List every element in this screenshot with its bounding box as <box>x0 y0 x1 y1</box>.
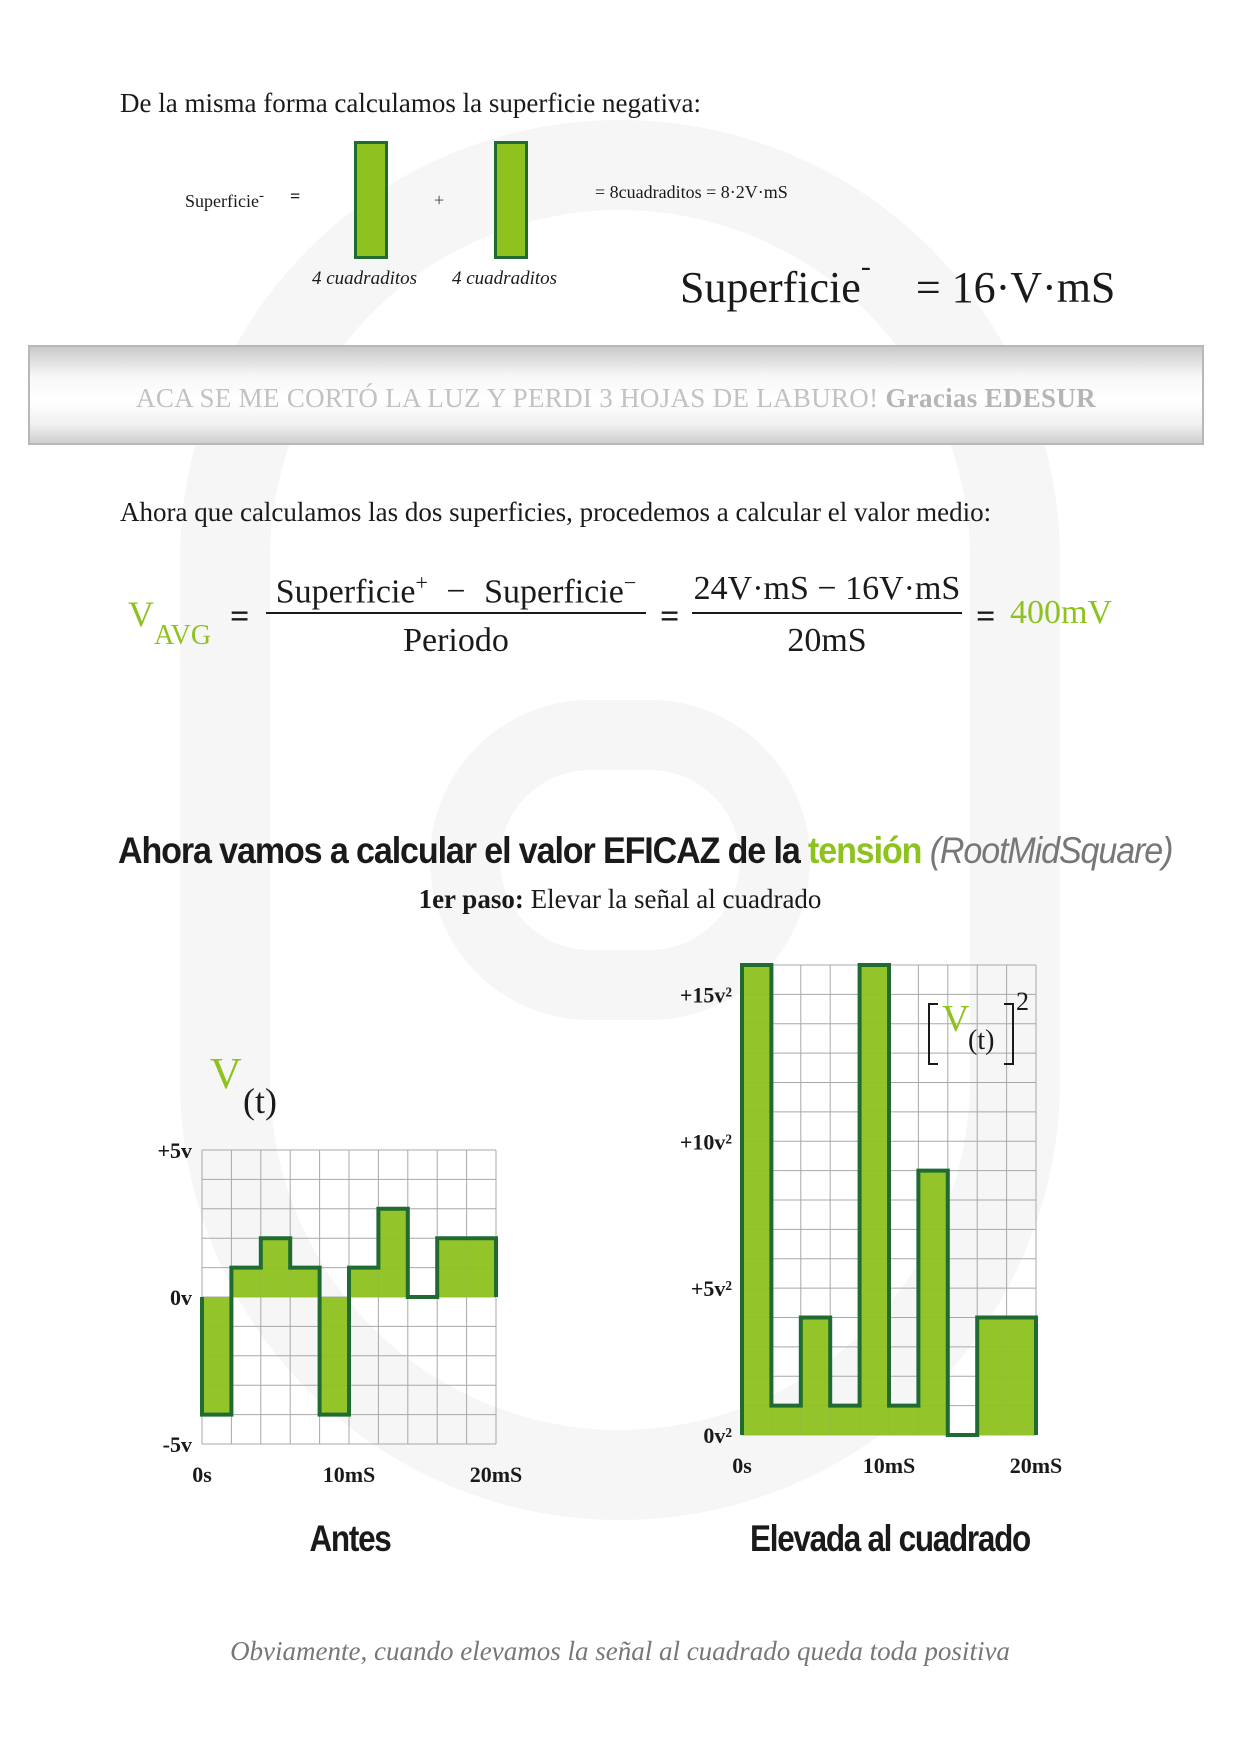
signal-segment-bar <box>202 1297 231 1415</box>
signal-segment-bar <box>918 1171 947 1435</box>
formula-eq-2: = <box>660 598 680 635</box>
chart-squared <box>660 955 1100 1490</box>
superficie-equals: = <box>290 186 301 206</box>
x-tick-label: 20mS <box>1009 1453 1063 1478</box>
formula-eq-3: = <box>976 598 996 635</box>
signal-segment-bar <box>860 965 889 1435</box>
signal-segment-bar <box>830 1406 859 1435</box>
x-tick-label: 0s <box>732 1453 752 1478</box>
chart1-t-label: (t) <box>243 1081 277 1121</box>
intro-text: De la misma forma calculamos la superficie negativa: <box>120 88 702 118</box>
y-tick-label: +15v² <box>679 982 732 1008</box>
rms-heading: Ahora vamos a calcular el valor EFICAZ de la tensión (RootMidSquare) <box>118 830 1173 871</box>
fraction-line-1 <box>266 612 646 614</box>
signal-segment-bar <box>378 1209 407 1297</box>
formula-result: 400mV <box>1010 594 1112 631</box>
x-tick-label: 10mS <box>322 1462 376 1487</box>
y-tick-label: +10v² <box>679 1129 732 1155</box>
y-tick-label: +5v² <box>690 1276 732 1302</box>
big-result: Superficie- = 16·V·mS <box>680 250 1116 312</box>
plus-sign: + <box>434 190 445 210</box>
signal-segment-bar <box>349 1268 378 1297</box>
formula-numerator-1: Superficie+ − Superficie− <box>275 570 637 611</box>
footer-note: Obviamente, cuando elevamos la señal al cuadrado queda toda positiva <box>230 1636 1010 1666</box>
signal-segment-bar <box>889 1406 918 1435</box>
signal-segment-bar <box>801 1318 830 1436</box>
power-outage-banner <box>28 345 1204 445</box>
y-tick-label: 0v² <box>703 1423 732 1448</box>
bar-four-squares-2 <box>494 141 528 259</box>
signal-segment-bar <box>467 1238 496 1297</box>
chart1-v-label: V <box>210 1049 242 1098</box>
superficie-label: Superficie- <box>185 188 264 211</box>
y-tick-label: -5v <box>162 1432 192 1457</box>
bar2-label: 4 cuadraditos <box>452 268 558 289</box>
formula-numerator-2: 24V·mS − 16V·mS <box>693 570 961 607</box>
chart2-title: Elevada al cuadrado <box>750 1518 1030 1559</box>
banner-text: ACA SE ME CORTÓ LA LUZ Y PERDI 3 HOJAS DE LABURO! Gracias EDESUR <box>136 383 1096 413</box>
bracket-right <box>1004 1003 1014 1065</box>
signal-segment-bar <box>320 1297 349 1415</box>
chart-antes <box>140 1130 540 1490</box>
formula-denominator-1: Periodo <box>403 622 509 659</box>
signal-segment-bar <box>771 1406 800 1435</box>
bar1-label: 4 cuadraditos <box>312 268 418 289</box>
signal-segment-bar <box>437 1238 466 1297</box>
formula-lhs: $V_{AVG}$ <box>128 594 212 651</box>
signal-segment-bar <box>231 1268 260 1297</box>
y-tick-label: +5v <box>157 1138 192 1163</box>
chart1-title: Antes <box>309 1518 391 1559</box>
signal-segment-bar <box>742 965 771 1435</box>
bracket-left <box>928 1003 938 1065</box>
formula-eq-1: = <box>230 598 250 635</box>
fraction-line-2 <box>692 612 962 614</box>
signal-segment-bar <box>261 1238 290 1297</box>
chart2-v-label: V (t) 2 <box>928 995 1028 1065</box>
signal-segment-bar <box>977 1318 1006 1436</box>
average-intro: Ahora que calculamos las dos superficies, procedemos a calcular el valor medio: <box>120 497 992 527</box>
x-tick-label: 0s <box>192 1462 212 1487</box>
x-tick-label: 10mS <box>862 1453 916 1478</box>
signal-segment-bar <box>290 1268 319 1297</box>
step-one: 1er paso: Elevar la señal al cuadrado <box>418 884 822 914</box>
small-result: = 8cuadraditos = 8·2V·mS <box>595 182 788 202</box>
x-tick-label: 20mS <box>469 1462 523 1487</box>
bar-four-squares-1 <box>354 141 388 259</box>
formula-denominator-2: 20mS <box>787 622 867 659</box>
y-tick-label: 0v <box>170 1285 192 1310</box>
signal-segment-bar <box>1007 1318 1036 1436</box>
